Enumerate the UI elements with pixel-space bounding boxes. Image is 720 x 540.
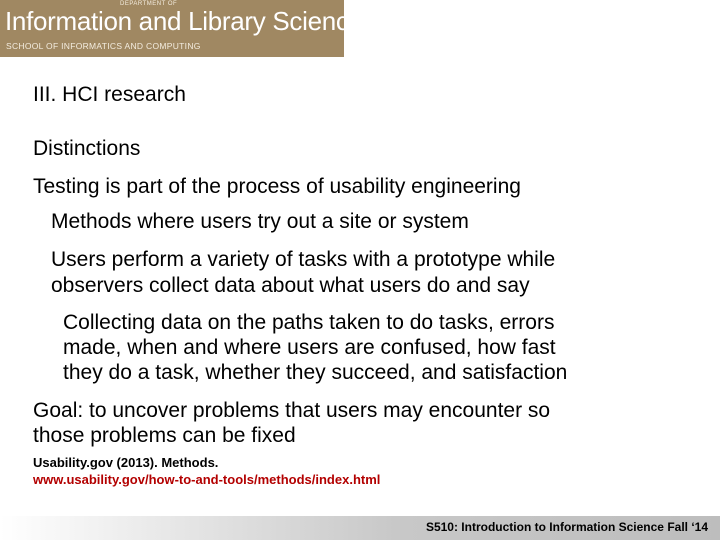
sub-sub-bullet-line-2: made, when and where users are confused, how fast xyxy=(63,336,556,359)
department-banner xyxy=(0,0,363,57)
reference-link[interactable]: www.usability.gov/how-to-and-tools/methods/index.html xyxy=(33,472,381,487)
sub-sub-bullet-line-1: Collecting data on the paths taken to do tasks, errors xyxy=(63,311,555,334)
footer-course-label: S510: Introduction to Information Science Fall ‘14 xyxy=(425,520,708,534)
sub-bullet-users-line-2: observers collect data about what users do and say xyxy=(51,274,530,297)
banner-title: Information and Library Science xyxy=(5,6,363,36)
bullet-goal-line-1: Goal: to uncover problems that users may encounter so xyxy=(33,399,551,422)
bullet-distinctions: Distinctions xyxy=(33,137,141,160)
slide-heading: III. HCI research xyxy=(33,83,186,106)
banner-school: SCHOOL OF INFORMATICS AND COMPUTING xyxy=(6,41,201,51)
bullet-goal-line-2: those problems can be fixed xyxy=(33,424,296,447)
bullet-testing: Testing is part of the process of usability engineering xyxy=(33,175,521,198)
sub-bullet-users-line-1: Users perform a variety of tasks with a prototype while xyxy=(51,248,556,271)
sub-sub-bullet-line-3: they do a task, whether they succeed, and satisfaction xyxy=(63,361,568,384)
banner-department-label: DEPARTMENT OF xyxy=(120,1,178,7)
sub-bullet-methods: Methods where users try out a site or system xyxy=(51,210,469,233)
reference-citation: Usability.gov (2013). Methods. xyxy=(33,455,219,470)
